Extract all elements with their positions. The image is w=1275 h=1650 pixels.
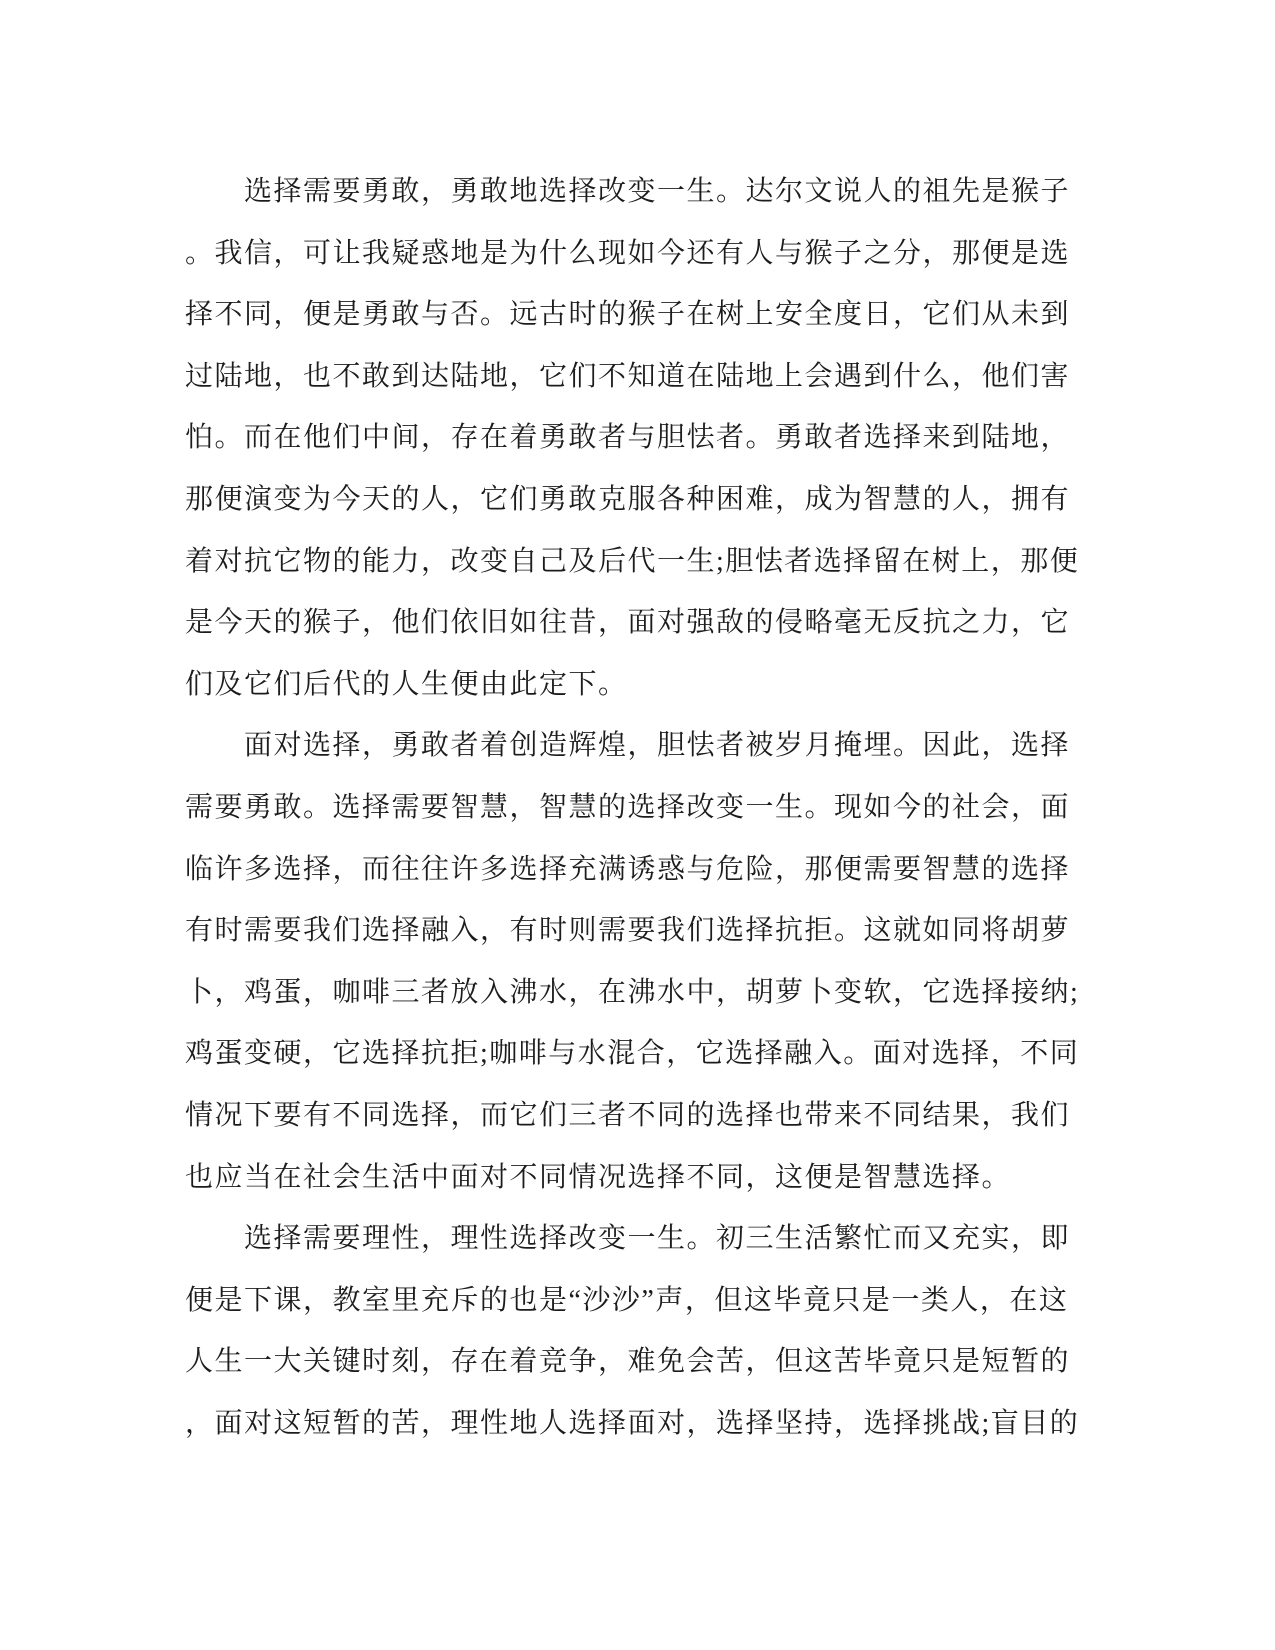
text-line: 人生一大关键时刻，存在着竞争，难免会苦，但这苦毕竟只是短暂的: [185, 1346, 1071, 1378]
text-line: 卜，鸡蛋，咖啡三者放入沸水，在沸水中，胡萝卜变软，它选择接纳;: [185, 976, 1080, 1008]
text-line: 着对抗它物的能力，改变自己及后代一生;胆怯者选择留在树上，那便: [185, 545, 1080, 577]
text-line: 面对选择，勇敢者着创造辉煌，胆怯者被岁月掩埋。因此，选择: [244, 730, 1071, 762]
text-line: 有时需要我们选择融入，有时则需要我们选择抗拒。这就如同将胡萝: [185, 915, 1071, 947]
text-line: 那便演变为今天的人，它们勇敢克服各种困难，成为智慧的人，拥有: [185, 483, 1071, 515]
text-line: 怕。而在他们中间，存在着勇敢者与胆怯者。勇敢者选择来到陆地，: [185, 422, 1071, 454]
text-line: 是今天的猴子，他们依旧如往昔，面对强敌的侵略毫无反抗之力，它: [185, 607, 1071, 639]
text-line: 鸡蛋变硬，它选择抗拒;咖啡与水混合，它选择融入。面对选择，不同: [185, 1038, 1080, 1070]
essay-body: [185, 161, 1090, 1454]
text-line: 情况下要有不同选择，而它们三者不同的选择也带来不同结果，我们: [185, 1099, 1071, 1131]
text-line: 们及它们后代的人生便由此定下。: [185, 668, 628, 700]
text-line: 选择需要理性，理性选择改变一生。初三生活繁忙而又充实，即: [244, 1223, 1071, 1255]
text-line: 。我信，可让我疑惑地是为什么现如今还有人与猴子之分，那便是选: [185, 237, 1071, 269]
text-line: 需要勇敢。选择需要智慧，智慧的选择改变一生。现如今的社会，面: [185, 791, 1071, 823]
text-line: 择不同，便是勇敢与否。远古时的猴子在树上安全度日，它们从未到: [185, 299, 1071, 331]
text-line: 选择需要勇敢，勇敢地选择改变一生。达尔文说人的祖先是猴子: [244, 176, 1071, 207]
text-line: 过陆地，也不敢到达陆地，它们不知道在陆地上会遇到什么，他们害: [185, 360, 1071, 392]
text-line: 也应当在社会生活中面对不同情况选择不同，这便是智慧选择。: [185, 1161, 1012, 1193]
text-line: 便是下课，教室里充斥的也是“沙沙”声，但这毕竟只是一类人，在这: [185, 1284, 1069, 1316]
text-line: ，面对这短暂的苦，理性地人选择面对，选择坚持，选择挑战;盲目的: [185, 1407, 1080, 1439]
text-line: 临许多选择，而往往许多选择充满诱惑与危险，那便需要智慧的选择: [185, 853, 1071, 885]
